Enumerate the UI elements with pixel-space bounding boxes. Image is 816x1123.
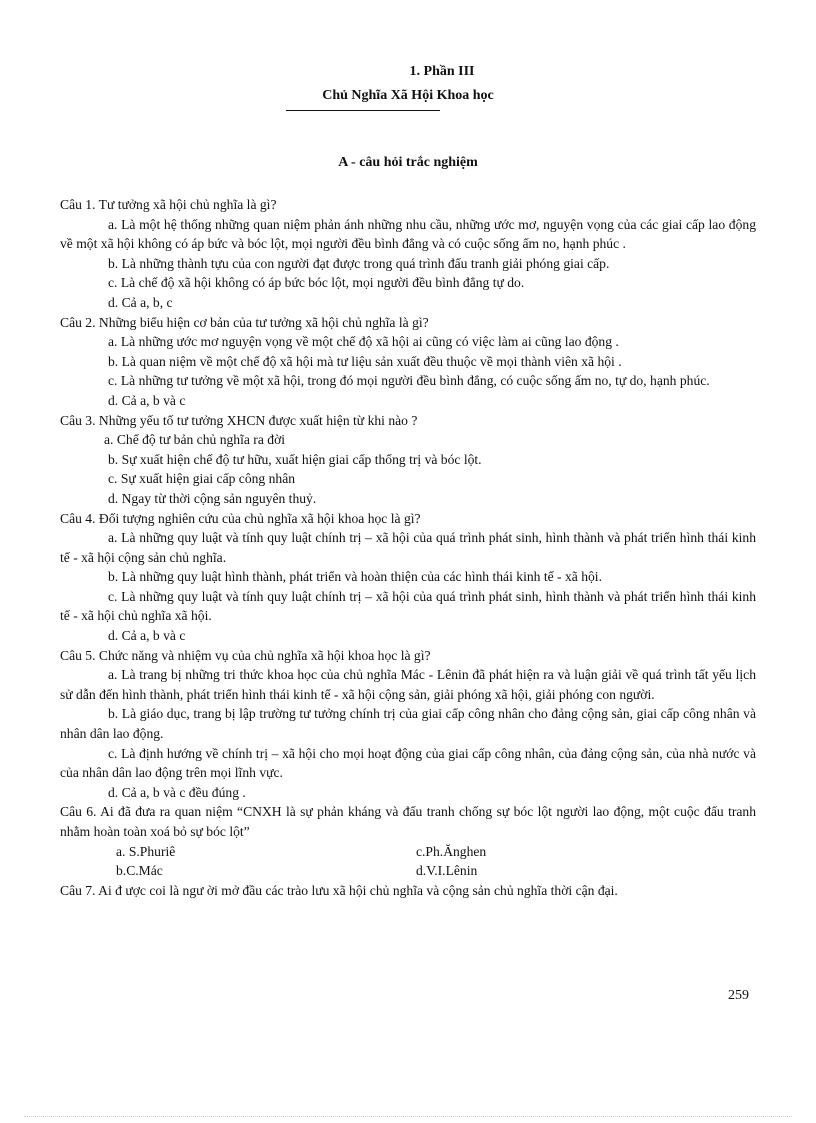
question-6-option-c: c.Ph.Ănghen: [416, 843, 487, 859]
question-4-option-c: c. Là những quy luật và tính quy luật chính trị – xã hội của quá trình phát sinh, hình thành và phát triển hình thái kinh tế - xã hội chủ nghĩa xã hội.: [60, 588, 756, 624]
question-6-option-b: b.C.Mác: [116, 863, 163, 879]
question-2-option-b: b. Là quan niệm về một chế độ xã hội mà tư liệu sản xuất đều thuộc về mọi thành viên xã hội .: [108, 353, 622, 369]
question-3: Câu 3. Những yếu tố tư tưởng XHCN được xuất hiện từ khi nào ?: [60, 412, 418, 428]
question-1-option-d: d. Cả a, b, c: [108, 294, 173, 310]
question-5-option-d: d. Cả a, b và c đều đúng .: [108, 784, 246, 800]
question-6-options-row-2: [60, 861, 756, 881]
question-3-option-d: d. Ngay từ thời cộng sản nguyên thuỷ.: [108, 490, 317, 506]
question-6: Câu 6. Ai đã đưa ra quan niệm “CNXH là sự phản kháng và đấu tranh chống sự bóc lột người lao động, một cuộc đấu tranh nhằm hoàn toàn xoá bỏ sự bóc lột”: [60, 804, 756, 839]
question-5: Câu 5. Chức năng và nhiệm vụ của chủ nghĩa xã hội khoa học là gì?: [60, 647, 431, 663]
question-3-option-a: a. Chế độ tư bản chủ nghĩa ra đời: [104, 432, 286, 448]
question-6-options-row-1: [60, 842, 756, 862]
page-bottom-divider: [24, 1116, 792, 1117]
question-3-option-b: b. Sự xuất hiện chế độ tư hữu, xuất hiện giai cấp thống trị và bóc lột.: [108, 451, 482, 467]
question-2-option-d: d. Cả a, b và c: [108, 392, 186, 408]
question-6-option-a: a. S.Phuriê: [116, 843, 176, 859]
part-subtitle: Chủ Nghĩa Xã Hội Khoa học: [322, 88, 494, 103]
question-5-option-c: c. Là định hướng về chính trị – xã hội cho mọi hoạt động của giai cấp công nhân, của đảng cộng sản, của nhà nước và của nhân dân lao động trên mọi lĩnh vực.: [60, 745, 756, 781]
heading-underline: [286, 110, 440, 111]
question-6-option-d: d.V.I.Lênin: [416, 863, 478, 879]
question-4-option-d: d. Cả a, b và c: [108, 628, 186, 644]
question-1-option-b: b. Là những thành tựu của con người đạt được trong quá trình đấu tranh giải phóng giai cấp.: [108, 255, 610, 271]
question-2: Câu 2. Những biểu hiện cơ bản của tư tưởng xã hội chủ nghĩa là gì?: [60, 314, 429, 330]
question-1-option-a: a. Là một hệ thống những quan niệm phản ánh những nhu cầu, những ước mơ, nguyện vọng của các giai cấp lao động về một xã hội không có áp bức và bóc lột, mọi người đều bình đẳng và có cuộc sống ấm no, hạnh phúc .: [60, 216, 756, 252]
question-4: Câu 4. Đối tượng nghiên cứu của chủ nghĩa xã hội khoa học là gì?: [60, 510, 421, 526]
page-number: 259: [728, 988, 749, 1003]
question-1: Câu 1. Tư tưởng xã hội chủ nghĩa là gì?: [60, 197, 277, 212]
question-4-option-b: b. Là những quy luật hình thành, phát triển và hoàn thiện của các hình thái kinh tế - xã hội.: [108, 569, 602, 585]
question-1-option-c: c. Là chế độ xã hội không có áp bức bóc lột, mọi người đều bình đẳng tự do.: [108, 275, 525, 291]
question-2-option-c: c. Là những tư tưởng về một xã hội, trong đó mọi người đều bình đẳng, có cuộc sống ấm no, tự do, hạnh phúc.: [108, 373, 710, 389]
question-3-option-c: c. Sự xuất hiện giai cấp công nhân: [108, 471, 296, 487]
section-title: A - câu hỏi trắc nghiệm: [338, 155, 478, 170]
question-5-option-b: b. Là giáo dục, trang bị lập trường tư tưởng chính trị của giai cấp công nhân cho đảng cộng sản, giai cấp công nhân và nhân dân lao động.: [60, 706, 756, 742]
question-2-option-a: a. Là những ước mơ nguyện vọng về một chế độ xã hội ai cũng có việc làm ai cũng lao động .: [108, 334, 619, 350]
question-4-option-a: a. Là những quy luật và tính quy luật chính trị – xã hội của quá trình phát sinh, hình thành và phát triển hình thái kinh tế - xã hội cộng sản chủ nghĩa.: [60, 530, 756, 565]
part-heading: 1. Phần III: [409, 64, 475, 79]
question-5-option-a: a. Là trang bị những tri thức khoa học của chủ nghĩa Mác - Lênin đã phát hiện ra và luận giải về quá trình tất yếu lịch sử dẫn đến hình thành, phát triển hình thái kinh tế - xã hội cộng sản, giải phóng xã hội, giải phóng con người.: [60, 667, 756, 702]
question-7: Câu 7. Ai đ ược coi là ngư ời mở đầu các trào lưu xã hội chủ nghĩa và cộng sản chủ nghĩa thời cận đại.: [60, 882, 618, 898]
question-list: [60, 195, 756, 900]
